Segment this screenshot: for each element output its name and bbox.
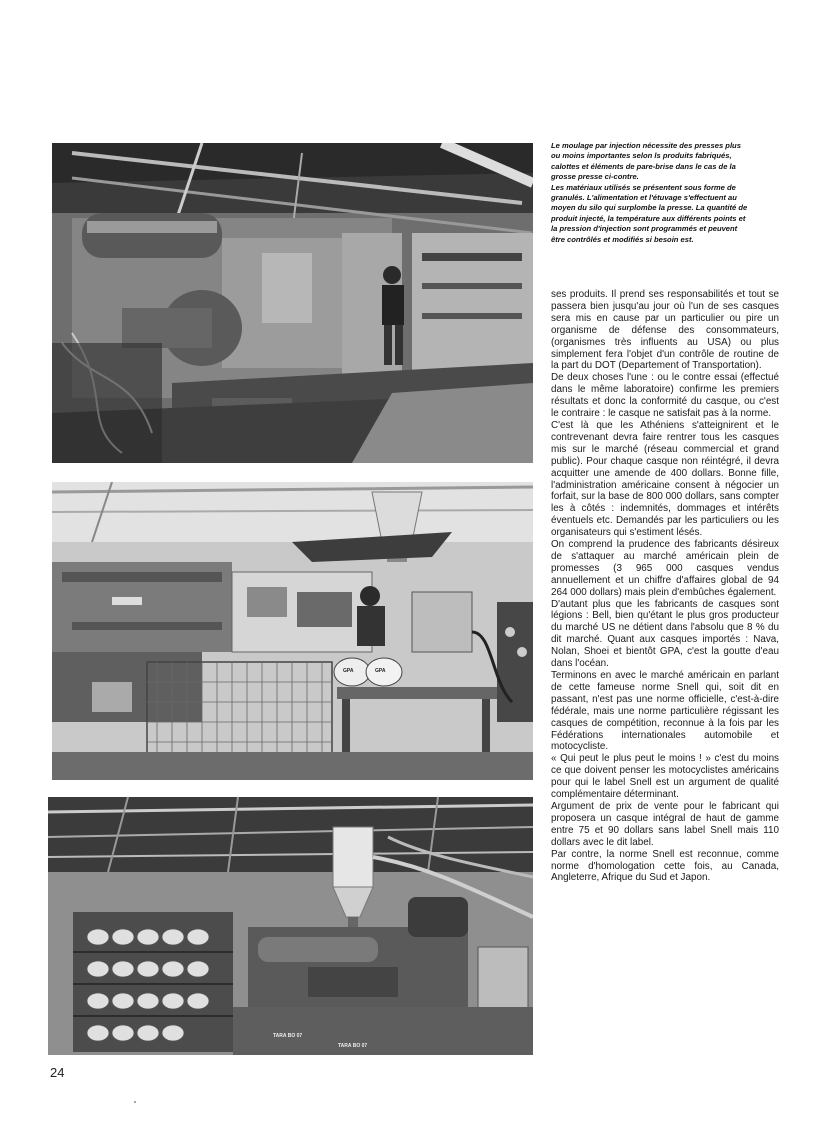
article-paragraph: C'est là que les Athéniens s'atteignirent et le contrevenant devra faire rentrer tous les casques mis sur le marché (réseau commercial et grand public). Pour chaque casque non réintégré, il devra acquitter une amende de 400 dollars. Bonne fille, l'administration américaine consent à négocier un forfait, sur la base de 800 000 dollars, sans compter les à côtés : indemnités, dommages et intérêts éventuels etc. Demandés par les particuliers ou les organisateurs qui s'estiment lésés. <box>551 419 779 539</box>
article-paragraph: D'autant plus que les fabricants de casques sont légions : Bell, bien qu'étant le plus gros producteur du marché US ne détient dans l'absolu que 8 % du dit marché. Quant aux casques importés : Nava, Nolan, Shoei et bientôt GPA, c'est la goutte d'eau dans l'océan. <box>551 598 779 670</box>
machine-plate-label: TARA BO 07 <box>338 1043 368 1049</box>
photo-injection-presses-gpa <box>52 482 533 780</box>
article-paragraph: Par contre, la norme Snell est reconnue, comme norme d'homologation cette fois, au Canada, Angleterre, Afrique du Sud et Japon. <box>551 848 779 884</box>
caption-paragraph: Les matériaux utilisés se présentent sous forme de granulés. L'alimentation et l'étuvage s'effectuent au moyen du silo qui surplombe la presse. La quantité de produit injecté, la température aux différents points et la pression d'injection sont programmés et peuvent être contrôlés et modifiés si besoin est. <box>551 182 748 244</box>
helmet-label: GPA <box>375 668 386 674</box>
photo-caption <box>551 141 751 245</box>
page-number: 24 <box>50 1065 65 1080</box>
article-paragraph: ses produits. Il prend ses responsabilités et tout se passera bien jusqu'au jour où l'un de ses casques sera mis en cause par un particulier ou pire un organisme de défense des consommateurs, (organismes très influents au USA) ou plus simplement fera l'objet d'un contrôle de routine de la part du DOT (Departement of Transportation). <box>551 289 779 372</box>
helmet-label: GPA <box>343 668 354 674</box>
article-text-column <box>551 289 779 884</box>
photo-large-injection-press <box>52 143 533 463</box>
photo-production-floor-racks <box>48 797 533 1055</box>
article-paragraph: « Qui peut le plus peut le moins ! » c'est du moins ce que doivent penser les motocyclistes américains pour qui le label Snell est un argument de qualité complémentaire déterminant. <box>551 753 779 801</box>
caption-paragraph: Le moulage par injection nécessite des presses plus ou moins importantes selon ls produits fabriqués, calottes et éléments de pare-brise dans le cas de la grosse presse ci-contre. <box>551 141 741 182</box>
print-speck <box>134 1101 136 1103</box>
machine-plate-label: TARA BO 07 <box>273 1033 303 1039</box>
article-paragraph: De deux choses l'une : ou le contre essai (effectué dans le même laboratoire) confirme les premiers résultats et donc la conformité du casque, ou c'est le contraire : le casque ne satisfait pas à la norme. <box>551 372 779 420</box>
article-paragraph: Terminons en avec le marché américain en parlant de cette fameuse norme Snell qui, soit dit en passant, n'est pas une norme officielle, c'est-à-dire fédérale, mais une norme particulière régissant les casques de compétition, reconnue à la fois par les Fédérations internationales automobile et motocycliste. <box>551 670 779 753</box>
article-paragraph: Argument de prix de vente pour le fabricant qui proposera un casque intégral de haut de gamme entre 75 et 90 dollars sans label Snell mais 110 dollars avec le dit label. <box>551 800 779 848</box>
article-paragraph: On comprend la prudence des fabricants désireux de s'attaquer au marché américain plein de promesses (3 965 000 casques vendus annuellement et un chiffre d'affaires global de 94 264 000 dollars) mais plein d'embûches également. <box>551 539 779 598</box>
